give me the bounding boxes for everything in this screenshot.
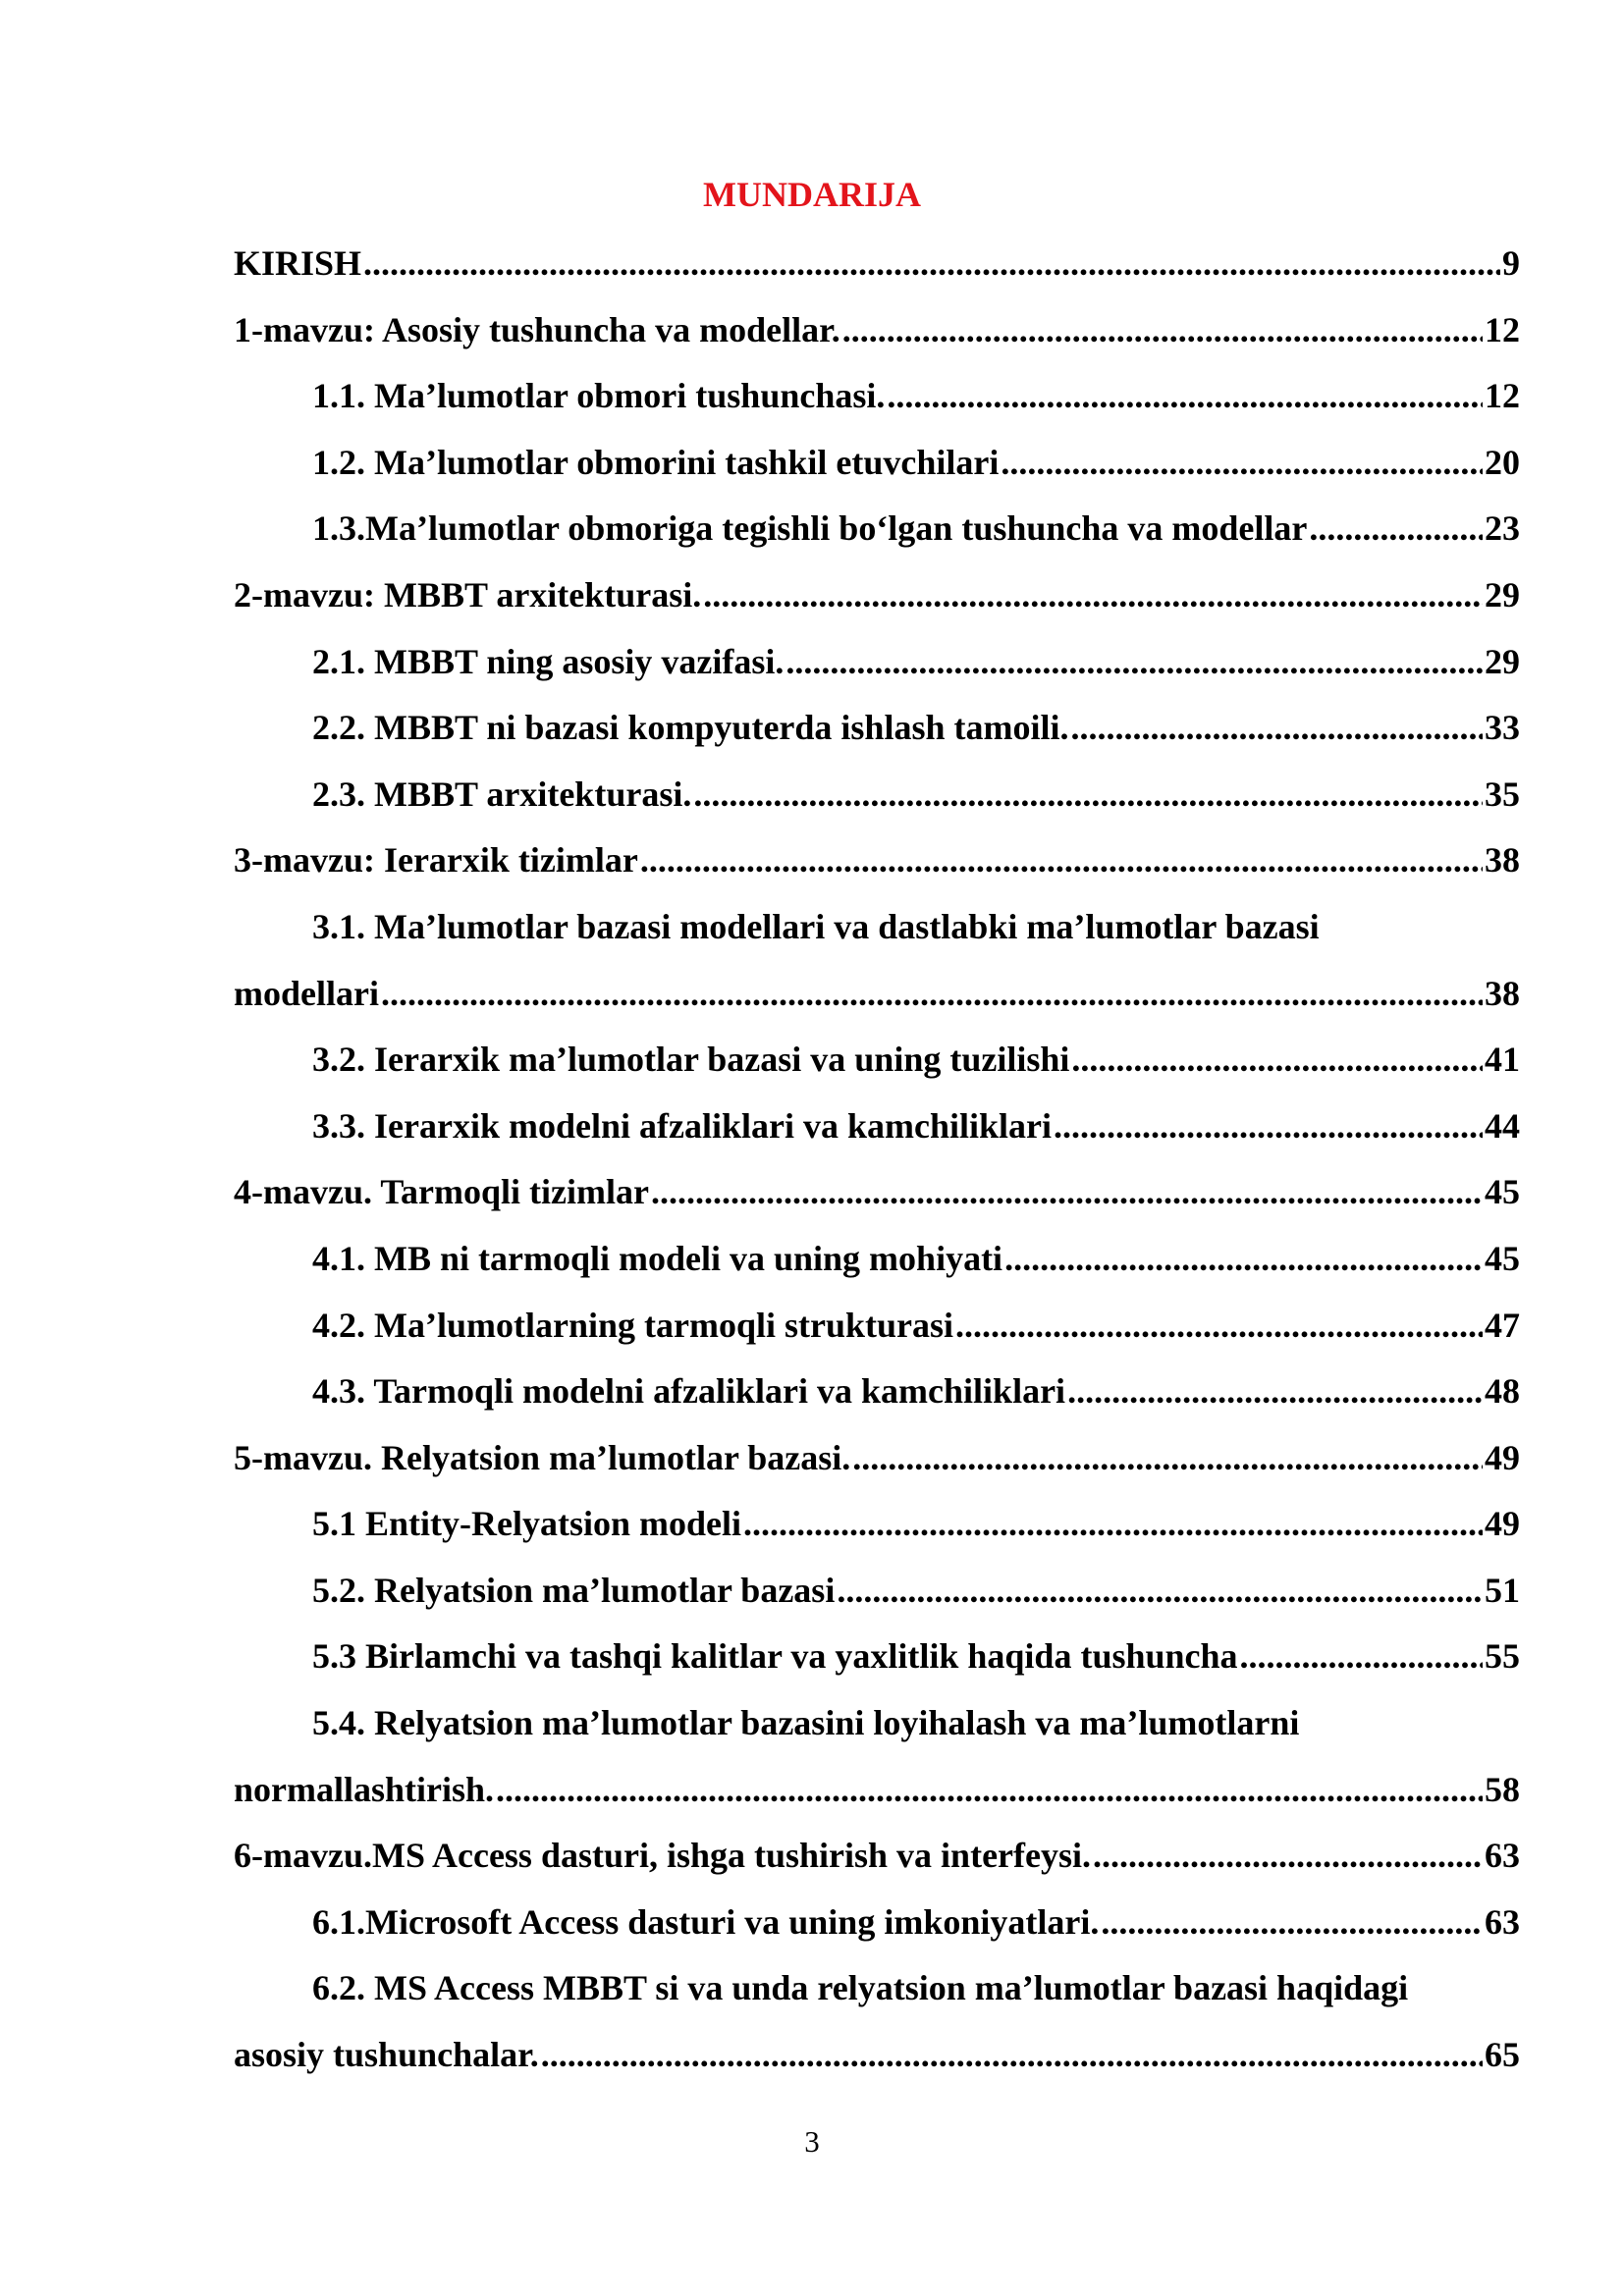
dot-leader [541, 2033, 1483, 2076]
toc-entry-1-3[interactable] [234, 507, 1520, 573]
dot-leader [842, 308, 1483, 351]
toc-entry-3-3[interactable] [234, 1104, 1520, 1171]
toc-entry-page: 47 [1485, 1305, 1520, 1345]
page-number: 3 [804, 2124, 820, 2159]
dot-leader [496, 1768, 1483, 1811]
toc-entry-page: 45 [1485, 1172, 1520, 1212]
toc-entry-page: 55 [1485, 1636, 1520, 1677]
toc-entry-page: 63 [1485, 1901, 1520, 1942]
toc-entry-page: 63 [1485, 1836, 1520, 1876]
dot-leader [785, 640, 1483, 683]
dot-leader [1001, 441, 1483, 484]
toc-entry-page: 20 [1485, 442, 1520, 482]
dot-leader [887, 374, 1483, 417]
dot-leader [743, 1502, 1483, 1545]
dot-leader [1093, 1834, 1483, 1877]
toc-entry-page: 9 [1502, 243, 1520, 283]
toc-entry-page: 29 [1485, 574, 1520, 614]
toc-entry-label: 1.3.Ma’lumotlar obmoriga tegishli bo‘lgan tushuncha va modellar [312, 508, 1308, 549]
toc-entry-topic-3[interactable] [234, 838, 1520, 905]
toc-entry-4-1[interactable] [234, 1237, 1520, 1304]
toc-entry-4-3[interactable] [234, 1369, 1520, 1436]
toc-entry-page: 49 [1485, 1504, 1520, 1544]
toc-entry-5-3[interactable] [234, 1634, 1520, 1701]
toc-entry-label: 4-mavzu. Tarmoqli tizimlar [234, 1172, 649, 1212]
dot-leader [363, 241, 1500, 285]
toc-entry-page: 12 [1485, 376, 1520, 416]
toc-entry-page: 49 [1485, 1437, 1520, 1477]
toc-entry-page: 38 [1485, 973, 1520, 1013]
dot-leader [1067, 1369, 1483, 1413]
toc-entry-label: 6.2. MS Access MBBT si va unda relyatsion ma’lumotlar bazasi haqidagi [312, 1968, 1409, 2008]
toc-entry-label: KIRISH [234, 243, 362, 283]
toc-entry-label: 3.1. Ma’lumotlar bazasi modellari va dastlabki ma’lumotlar bazasi [312, 906, 1320, 946]
toc-entry-label: 1.1. Ma’lumotlar obmori tushunchasi. [312, 376, 886, 416]
dot-leader [1070, 706, 1483, 749]
toc-entry-topic-6[interactable] [234, 1834, 1520, 1900]
toc-entry-label: 5.1 Entity-Relyatsion modeli [312, 1504, 741, 1544]
toc-entry-page: 41 [1485, 1040, 1520, 1080]
dot-leader [837, 1569, 1483, 1612]
toc-entry-6-2[interactable] [234, 1966, 1520, 2033]
toc-entry-label: normallashtirish. [234, 1769, 495, 1809]
toc-entry-2-2[interactable] [234, 706, 1520, 773]
toc-entry-label: 3.2. Ierarxik ma’lumotlar bazasi va uning tuzilishi [312, 1040, 1070, 1080]
toc-entry-3-1-continued[interactable] [234, 972, 1520, 1039]
toc-entry-kirish[interactable] [234, 241, 1520, 308]
toc-entry-6-1[interactable] [234, 1900, 1520, 1967]
dot-leader [381, 972, 1483, 1015]
toc-entry-label: 5.4. Relyatsion ma’lumotlar bazasini loyihalash va ma’lumotlarni [312, 1703, 1300, 1743]
toc-entry-2-3[interactable] [234, 773, 1520, 839]
toc-entry-label: 5.2. Relyatsion ma’lumotlar bazasi [312, 1570, 836, 1610]
toc-entry-4-2[interactable] [234, 1304, 1520, 1370]
dot-leader [852, 1436, 1483, 1479]
toc-entry-label: 4.1. MB ni tarmoqli modeli va uning mohiyati [312, 1238, 1003, 1278]
toc-title: MUNDARIJA [703, 175, 921, 214]
toc-entry-5-1[interactable] [234, 1502, 1520, 1569]
toc-entry-1-1[interactable] [234, 374, 1520, 441]
toc-entry-label: 6.1.Microsoft Access dasturi va uning imkoniyatlari. [312, 1901, 1100, 1942]
toc-entry-label: 1.2. Ma’lumotlar obmorini tashkil etuvchilari [312, 442, 1000, 482]
toc-entry-2-1[interactable] [234, 640, 1520, 707]
toc-entry-label: 2-mavzu: MBBT arxitekturasi. [234, 574, 702, 614]
dot-leader [1071, 1038, 1483, 1081]
dot-leader [1101, 1900, 1483, 1944]
toc-entry-label: 3-mavzu: Ierarxik tizimlar [234, 840, 638, 881]
toc-entry-label: 5.3 Birlamchi va tashqi kalitlar va yaxlitlik haqida tushuncha [312, 1636, 1238, 1677]
toc-entry-page: 33 [1485, 708, 1520, 748]
dot-leader [1309, 507, 1483, 550]
toc-entry-topic-2[interactable] [234, 573, 1520, 640]
toc-entry-page: 65 [1485, 2035, 1520, 2075]
toc-entry-page: 29 [1485, 641, 1520, 681]
dot-leader [1240, 1634, 1483, 1678]
dot-leader [651, 1170, 1483, 1213]
toc-entry-topic-1[interactable] [234, 308, 1520, 375]
toc-entry-page: 58 [1485, 1769, 1520, 1809]
toc-entry-page: 48 [1485, 1371, 1520, 1412]
toc-entry-label: 6-mavzu.MS Access dasturi, ishga tushirish va interfeysi. [234, 1836, 1091, 1876]
toc-entry-1-2[interactable] [234, 441, 1520, 507]
toc-entry-page: 38 [1485, 840, 1520, 881]
toc-entry-label: 4.2. Ma’lumotlarning tarmoqli strukturasi [312, 1305, 953, 1345]
toc-entry-5-4[interactable] [234, 1701, 1520, 1768]
toc-entry-label: 4.3. Tarmoqli modelni afzaliklari va kamchiliklari [312, 1371, 1066, 1412]
table-of-contents [234, 241, 1520, 2100]
toc-entry-label: 5-mavzu. Relyatsion ma’lumotlar bazasi. [234, 1437, 851, 1477]
dot-leader [703, 573, 1483, 616]
toc-entry-page: 44 [1485, 1105, 1520, 1146]
toc-entry-topic-4[interactable] [234, 1170, 1520, 1237]
dot-leader [1004, 1237, 1483, 1280]
toc-entry-6-2-continued[interactable] [234, 2033, 1520, 2100]
toc-entry-label: 3.3. Ierarxik modelni afzaliklari va kamchiliklari [312, 1105, 1052, 1146]
toc-entry-3-2[interactable] [234, 1038, 1520, 1104]
toc-entry-page: 23 [1485, 508, 1520, 549]
dot-leader [640, 838, 1483, 881]
toc-entry-page: 45 [1485, 1238, 1520, 1278]
toc-entry-page: 51 [1485, 1570, 1520, 1610]
dot-leader [1054, 1104, 1483, 1148]
toc-entry-3-1[interactable] [234, 905, 1520, 972]
toc-entry-label: modellari [234, 973, 379, 1013]
toc-entry-5-4-continued[interactable] [234, 1768, 1520, 1835]
toc-entry-label: asosiy tushunchalar. [234, 2035, 539, 2075]
dot-leader [955, 1304, 1483, 1347]
toc-entry-label: 2.2. MBBT ni bazasi kompyuterda ishlash tamoili. [312, 708, 1069, 748]
toc-entry-label: 2.1. MBBT ning asosiy vazifasi. [312, 641, 785, 681]
dot-leader [693, 773, 1483, 816]
toc-entry-5-2[interactable] [234, 1569, 1520, 1635]
toc-entry-topic-5[interactable] [234, 1436, 1520, 1503]
toc-entry-page: 35 [1485, 774, 1520, 814]
toc-entry-label: 2.3. MBBT arxitekturasi. [312, 774, 692, 814]
toc-entry-label: 1-mavzu: Asosiy tushuncha va modellar. [234, 309, 840, 349]
toc-entry-page: 12 [1485, 309, 1520, 349]
